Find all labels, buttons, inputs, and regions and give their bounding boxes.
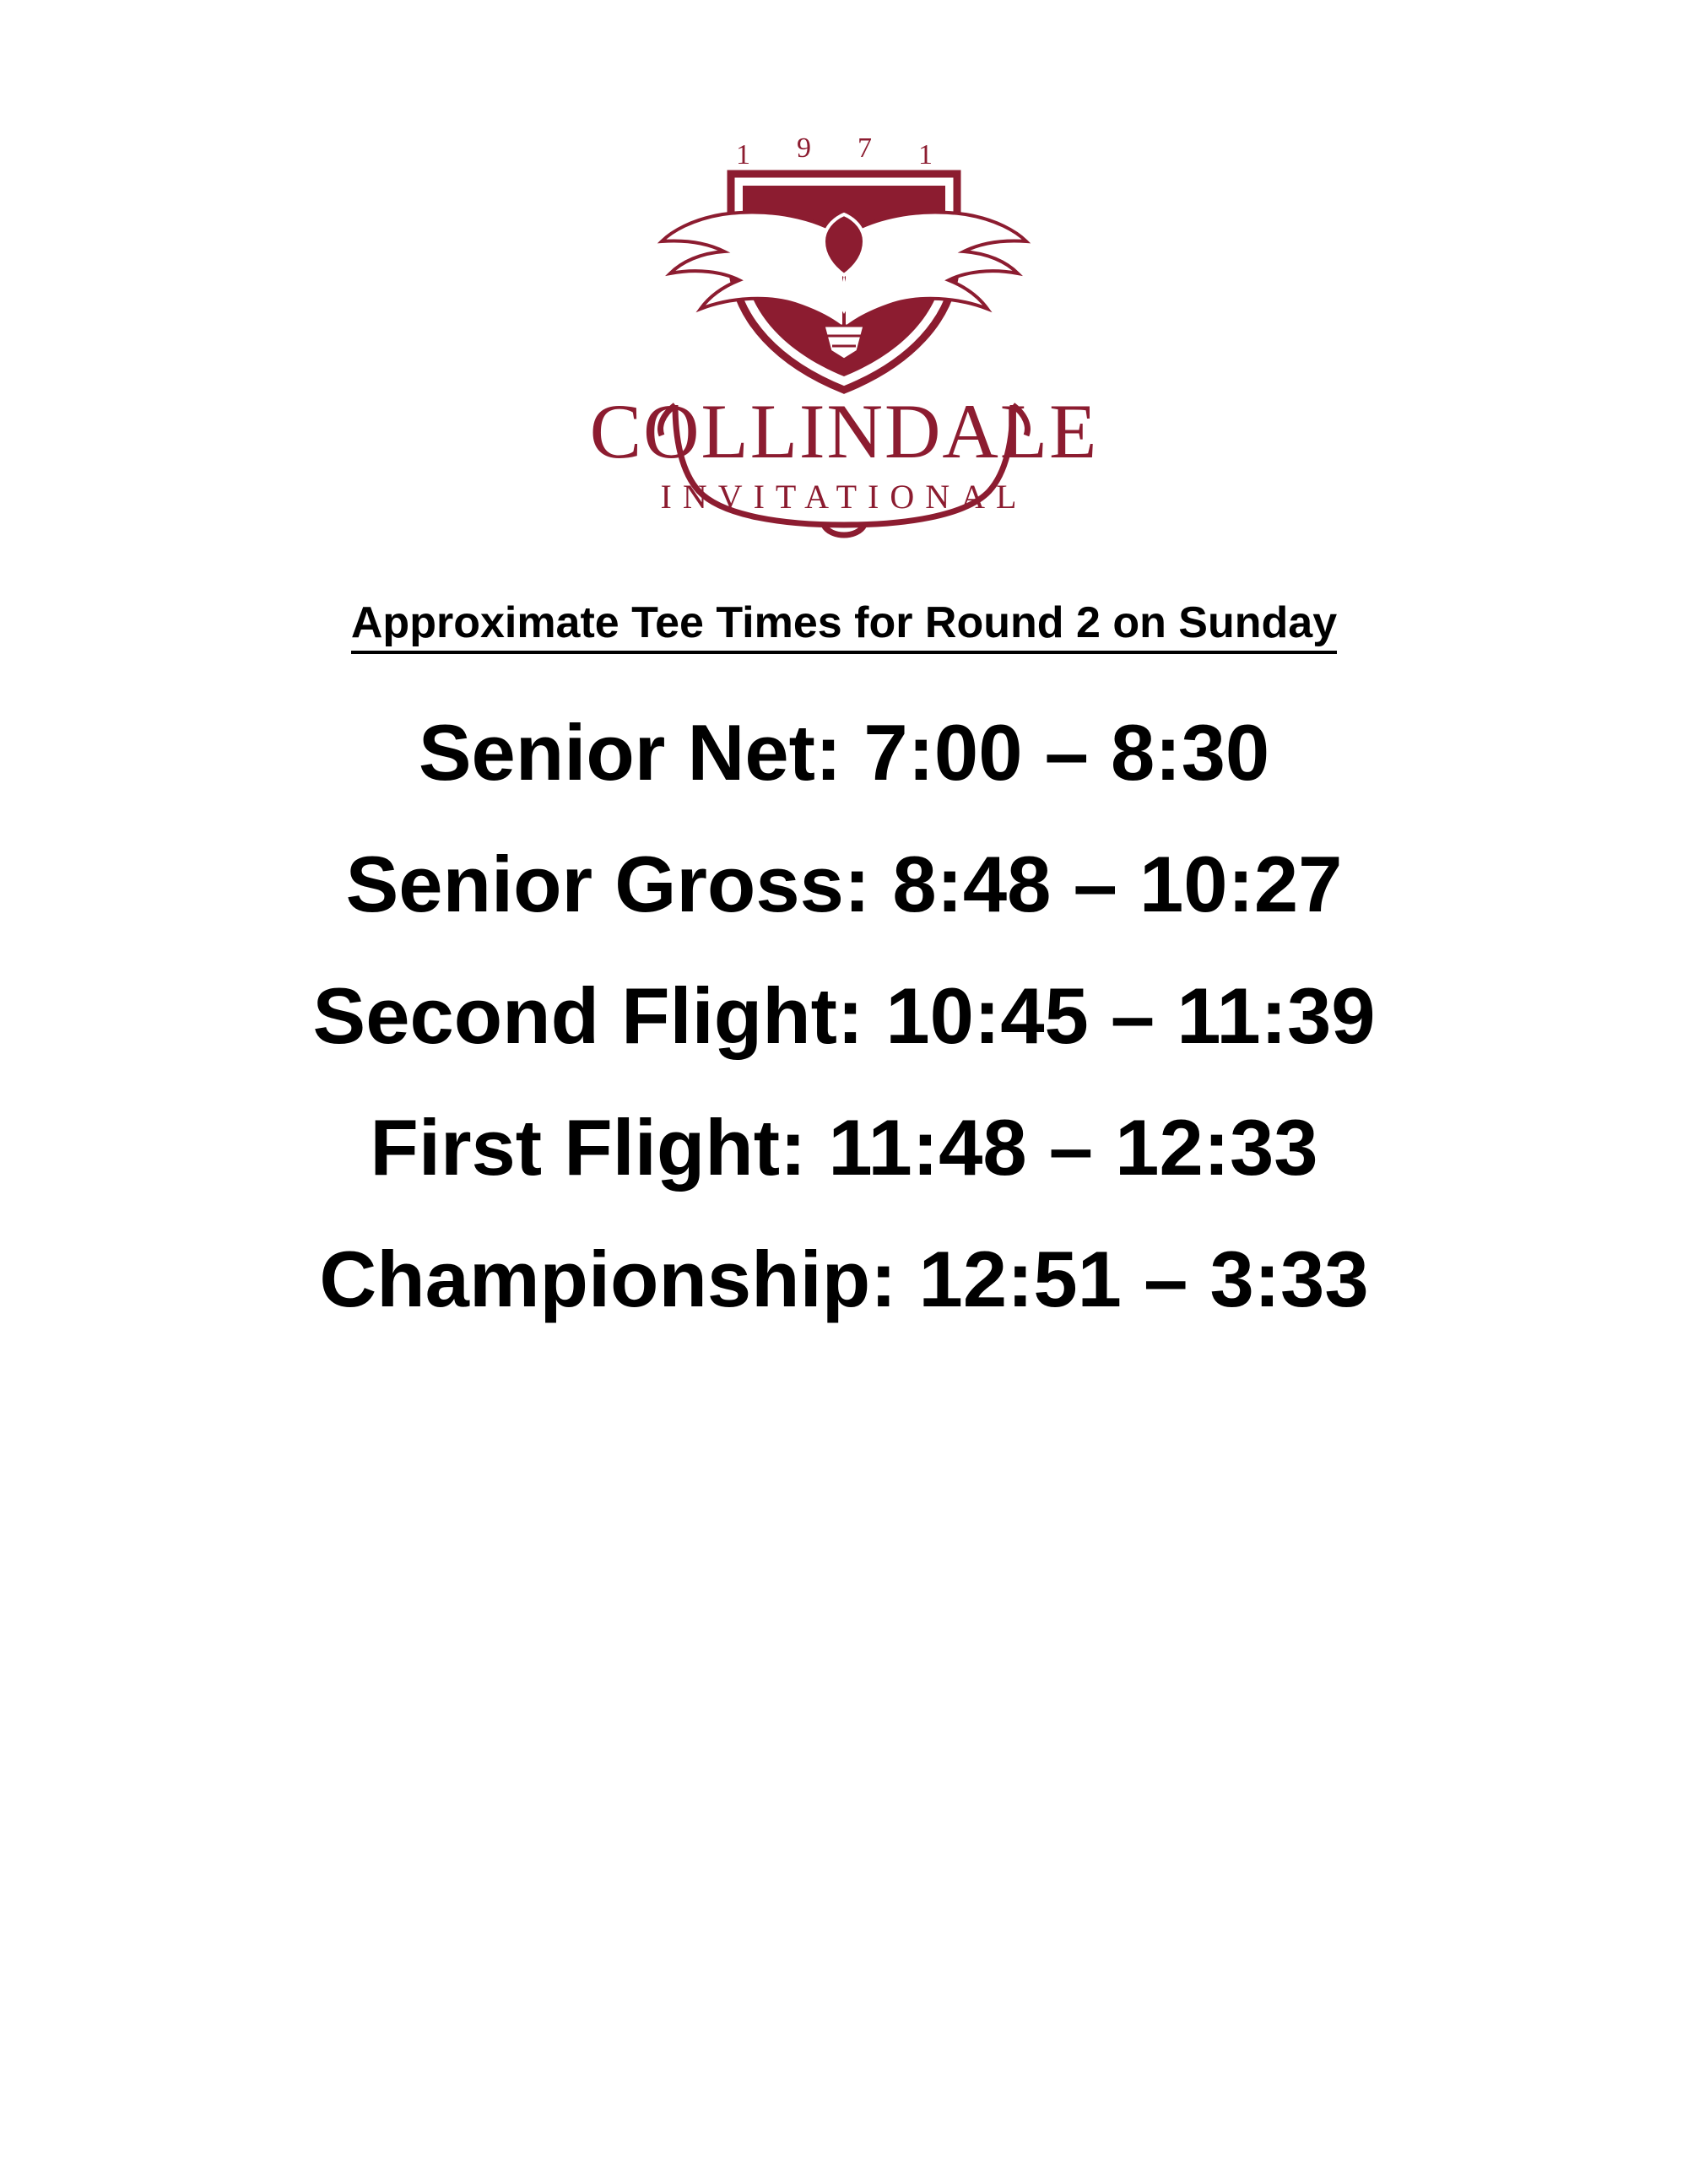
logo-year-digit-1b: 1 [918,139,934,170]
logo-year-digit-9: 9 [797,132,813,164]
tee-time-line: Senior Net: 7:00 – 8:30 [418,708,1270,797]
logo-sub-wordmark: INVITATIONAL [660,478,1028,516]
tee-times-list [0,708,1688,1324]
tee-time-line: Championship: 12:51 – 3:33 [319,1235,1369,1324]
collindale-invitational-logo [574,127,1114,565]
logo-year-digit-1: 1 [736,139,752,170]
logo-year-digit-7: 7 [858,132,874,164]
subtitle-row [0,599,1688,654]
logo-block [0,0,1688,565]
logo-wordmark: COLLINDALE [589,388,1099,474]
tee-time-line: Senior Gross: 8:48 – 10:27 [345,840,1343,929]
tee-time-line: Second Flight: 10:45 – 11:39 [312,971,1376,1061]
page-subtitle: Approximate Tee Times for Round 2 on Sunday [351,599,1337,654]
tee-time-line: First Flight: 11:48 – 12:33 [370,1103,1318,1192]
